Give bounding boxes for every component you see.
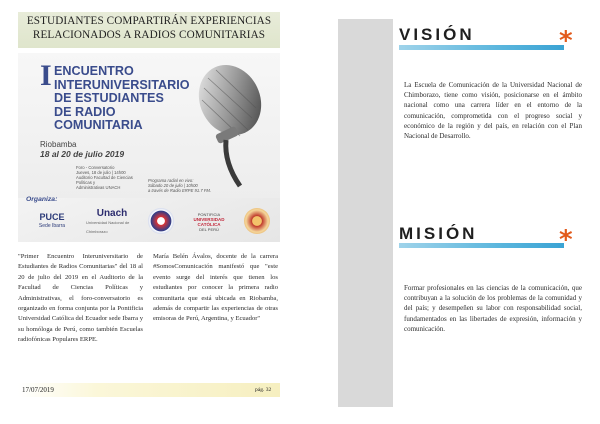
mision-heading-rule — [399, 243, 564, 248]
poster-info-forum — [76, 165, 146, 190]
asterisk-icon: * — [559, 26, 573, 56]
poster-title-line: ENCUENTRO — [54, 64, 134, 78]
poster-info-line: Foro - Conversatorio — [76, 165, 115, 170]
asterisk-icon: * — [559, 225, 573, 255]
puce-logo-text: PUCE — [39, 212, 65, 222]
poster-city: Riobamba — [40, 140, 77, 149]
footer-page-number: pág. 32 — [255, 387, 272, 393]
organiza-label: Organiza: — [26, 196, 58, 203]
poster-info-line: Sábado 20 de julio | 10h00 — [148, 183, 198, 188]
poster-title-line: DE ESTUDIANTES — [54, 91, 164, 105]
unach-logo-text: Unach — [96, 207, 128, 219]
catolica-logo-line: CATÓLICA — [197, 222, 221, 227]
poster-title-line: COMUNITARIA — [54, 118, 143, 132]
event-poster — [18, 53, 280, 242]
poster-title-line: INTERUNIVERSITARIO — [54, 77, 190, 92]
poster-numeral: I — [40, 59, 52, 92]
erpe-seal-icon — [244, 208, 270, 234]
poster-info-line: Auditorio Facultad de Ciencias Políticas y — [76, 175, 133, 185]
headline-line-2: RELACIONADOS A RADIOS COMUNITARIAS — [32, 29, 266, 41]
article-column-2: María Belén Ávalos, docente de la carrera #SomosComunicación manifestó que "este evento surge del interés que tienen los estudiantes por conocer la primera radio comunitaria que está ubicada en Riobamba, además de compartir las experiencias de otras emisoras de Perú, Argentina, y Ecuador" — [153, 253, 278, 323]
mision-text: Formar profesionales en las ciencias de la comunicación, que contribuyan a la solución de los problemas de la comunidad y del país; y desempeñen su labor con responsabilidad social, fundamentados en las libertades de expresión, información y comunicación. — [404, 284, 582, 333]
catolica-logo-line: DEL PERÚ — [199, 227, 219, 232]
vision-text: La Escuela de Comunicación de la Universidad Nacional de Chimborazo, tiene como visión, posicionarse en el ámbito nacional como una carrera líder en el entorno de la comunicación, comprometida con el progreso social y económico de la región y del país, en relación con el Plan Nacional de Desarrollo. — [404, 81, 582, 141]
catolica-logo-line: UNIVERSIDAD — [193, 217, 225, 222]
vision-heading: VISIÓN — [399, 25, 475, 44]
poster-info-line: Jueves, 18 de julio | 14h00 — [76, 170, 126, 175]
catolica-logo-line: PONTIFICIA — [197, 212, 221, 217]
poster-dates: 18 al 20 de julio 2019 — [40, 149, 125, 159]
poster-info-radio — [148, 178, 228, 193]
unach-logo-subtext: Universidad Nacional de Chimborazo — [86, 219, 130, 234]
puce-logo — [24, 205, 80, 239]
university-seal-icon — [148, 208, 174, 234]
unach-logo — [86, 205, 138, 239]
vision-heading-rule — [399, 45, 564, 50]
organizer-logos — [18, 205, 280, 239]
article-column-1: "Primer Encuentro Interuniversitario de Estudiantes de Radios Comunitarias" del 18 al 20 de julio del 2019 en el Auditorio de la Facultad de Ciencias Políticas y Administrativas, el foro-conversatorio es organizado en forma conjunta por la Pontificia Universidad Católica del Ecuador sede Ibarra y su homóloga de Perú, como también Escuelas radiofónicas Populares ERPE. — [18, 253, 143, 344]
footer-bar — [18, 383, 280, 397]
mision-heading: MISIÓN — [399, 224, 478, 243]
poster-info-line: a través de Radio ERPE 91.7 FM. — [148, 188, 212, 193]
poster-info-line: Administrativas UNACH — [76, 185, 121, 190]
poster-info-line: Programa radial en vivo: — [148, 178, 194, 183]
grey-side-strip — [338, 19, 393, 407]
catolica-peru-logo — [184, 205, 234, 239]
poster-title-line: DE RADIO — [54, 104, 116, 119]
puce-logo-subtext: Sede Ibarra — [38, 223, 66, 229]
microphone-illustration — [168, 58, 278, 188]
footer-date: 17/07/2019 — [22, 386, 54, 394]
headline-line-1: ESTUDIANTES COMPARTIRÁN EXPERIENCIAS — [26, 15, 272, 27]
article-headline — [18, 14, 280, 42]
